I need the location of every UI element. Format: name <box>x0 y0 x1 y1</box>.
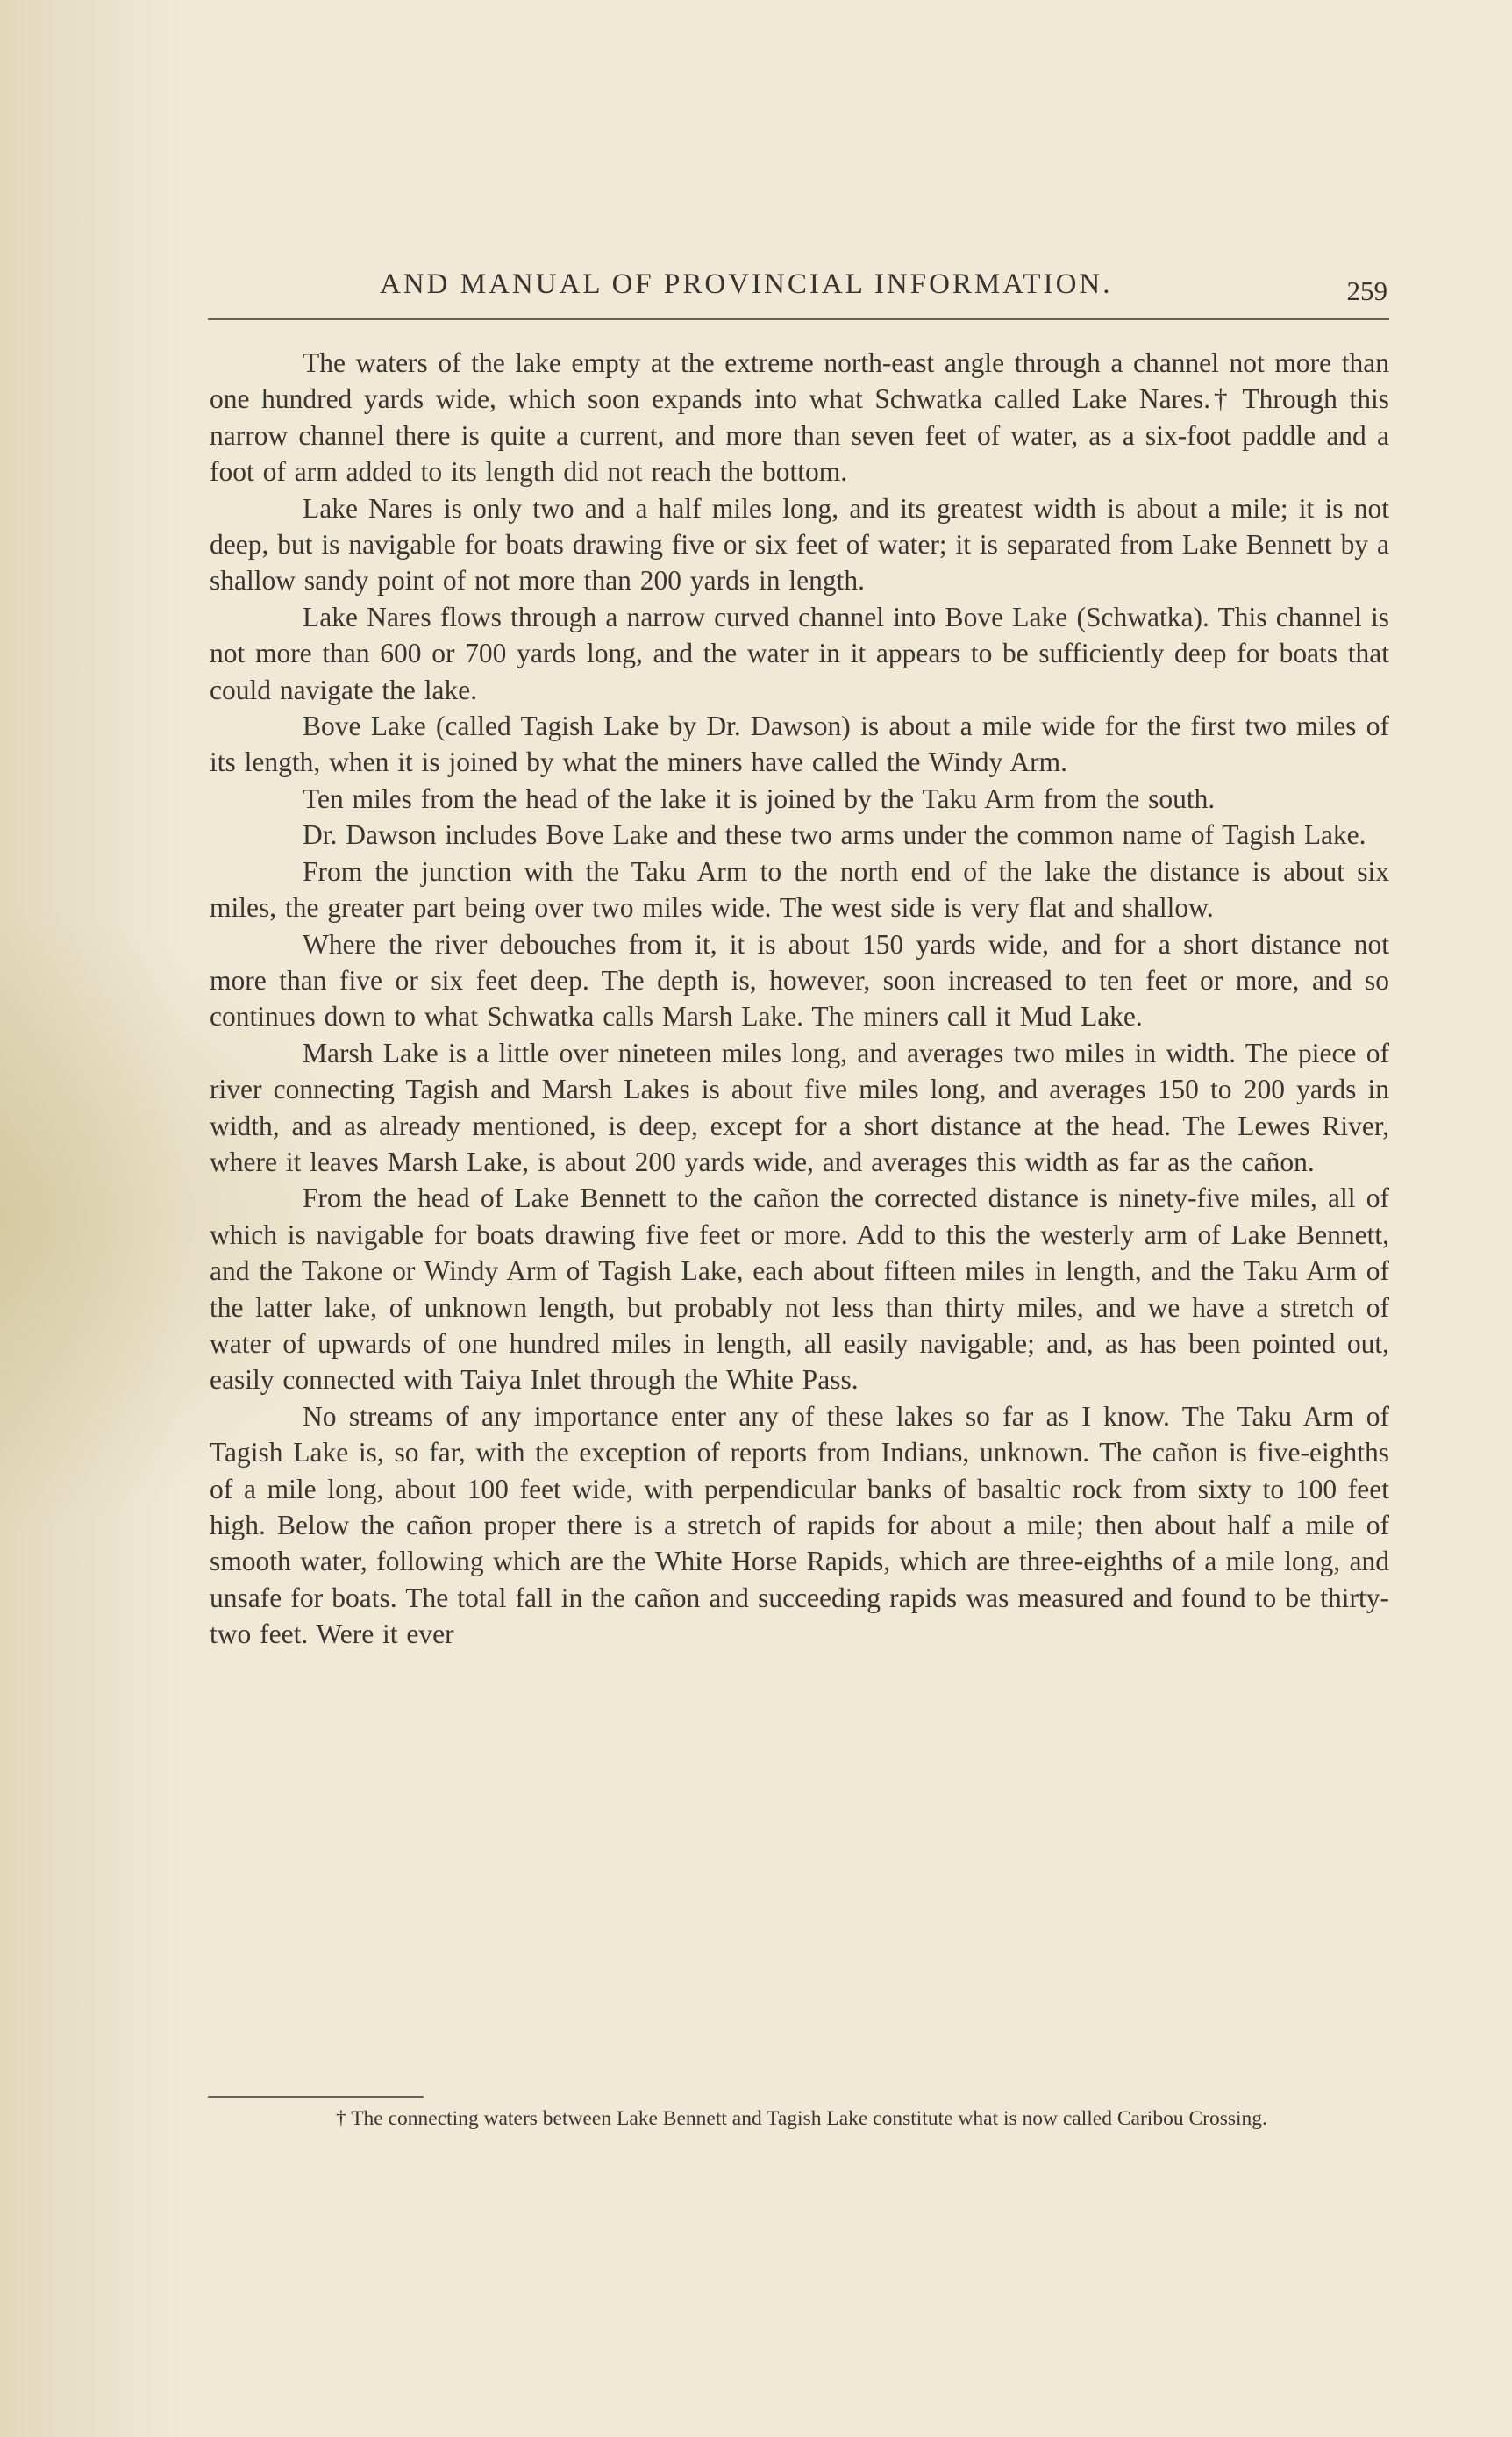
paragraph: Lake Nares flows through a narrow curved channel into Bove Lake (Schwatka). This channel is not more than 600 or 700 yards long, and the water in it appears to be sufficiently deep for boats that could navigate the lake. <box>210 601 1389 705</box>
paragraph: Lake Nares is only two and a half miles long, and its greatest width is about a mile; it is not deep, but is navigable for boats drawing five or six feet of water; it is separated from Lake Bennett by a shallow sandy point of not more than 200 yards in length. <box>210 492 1389 597</box>
body-text <box>210 345 1389 1653</box>
page-number: 259 <box>1346 275 1387 306</box>
running-title: AND MANUAL OF PROVINCIAL INFORMATION. <box>380 268 1113 300</box>
paragraph: Dr. Dawson includes Bove Lake and these two arms under the common name of Tagish Lake. <box>303 819 1366 851</box>
paragraph: From the head of Lake Bennett to the cañon the corrected distance is ninety-five miles, all of which is navigable for boats drawing five feet or more. Add to this the westerly arm of Lake Bennett, and the Takone or Windy Arm of Tagish Lake, each about fifteen miles in length, and the Taku Arm of the latter lake, of unknown length, but probably not less than thirty miles, and we have a stretch of water of upwards of one hundred miles in length, all easily navigable; and, as has been pointed out, easily connected with Taiya Inlet through the White Pass. <box>210 1183 1389 1396</box>
running-head <box>208 268 1389 312</box>
paragraph: Ten miles from the head of the lake it is joined by the Taku Arm from the south. <box>303 783 1216 814</box>
paragraph: Marsh Lake is a little over nineteen miles long, and averages two miles in width. The piece of river connecting Tagish and Marsh Lakes is about five miles long, and averages 150 to 200 yards in width, and as already mentioned, is deep, except for a short distance at the head. The Lewes River, where it leaves Marsh Lake, is about 200 yards wide, and averages this width as far as the cañon. <box>210 1037 1389 1177</box>
header-rule <box>208 318 1389 320</box>
paragraph: The waters of the lake empty at the extreme north-east angle through a channel not more than one hundred yards wide, which soon expands into what Schwatka called Lake Nares.† Through this narrow channel there is quite a current, and more than seven feet of water, as a six-foot paddle and a foot of arm added to its length did not reach the bottom. <box>210 347 1389 488</box>
paragraph: No streams of any importance enter any of these lakes so far as I know. The Taku Arm of Tagish Lake is, so far, with the exception of reports from Indians, unknown. The cañon is five-eighths of a mile long, about 100 feet wide, with perpendicular banks of basaltic rock from sixty to 100 feet high. Below the cañon proper there is a stretch of rapids for about a mile; then about half a mile of smooth water, following which are the White Horse Rapids, which are three-eighths of a mile long, and unsafe for boats. The total fall in the cañon and succeeding rapids was measured and found to be thirty-two feet. Were it ever <box>210 1400 1389 1650</box>
footnote-rule <box>208 2096 424 2098</box>
footnote: † The connecting waters between Lake Bennett and Tagish Lake constitute what is now called Caribou Crossing. <box>336 2107 1267 2130</box>
paragraph: Bove Lake (called Tagish Lake by Dr. Dawson) is about a mile wide for the first two miles of its length, when it is joined by what the miners have called the Windy Arm. <box>210 711 1389 778</box>
paragraph: From the junction with the Taku Arm to the north end of the lake the distance is about six miles, the greater part being over two miles wide. The west side is very flat and shallow. <box>210 855 1389 924</box>
paragraph: Where the river debouches from it, it is about 150 yards wide, and for a short distance not more than five or six feet deep. The depth is, however, soon increased to ten feet or more, and so continues down to what Schwatka calls Marsh Lake. The miners call it Mud Lake. <box>210 928 1389 1033</box>
